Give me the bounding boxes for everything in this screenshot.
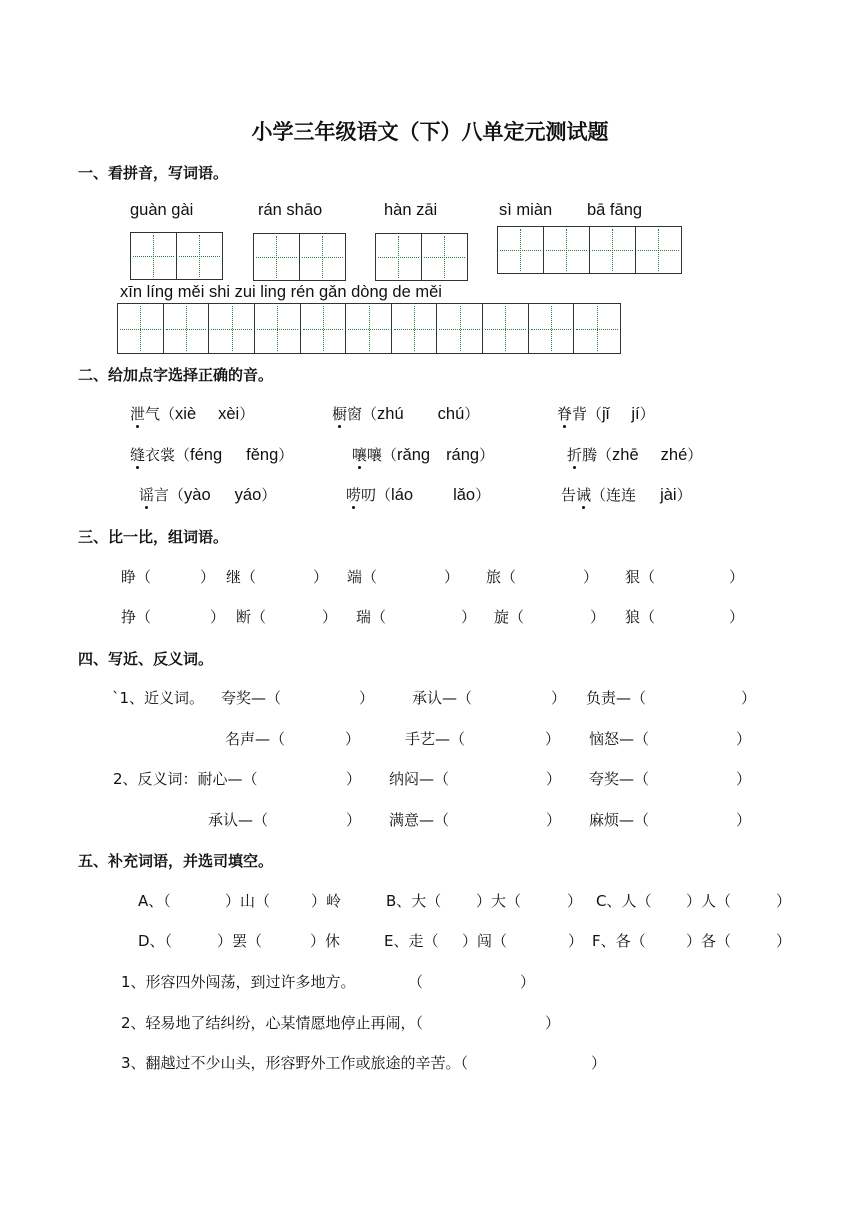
word-blank[interactable]: ） [346, 811, 362, 829]
word-blank[interactable]: ） [568, 932, 584, 950]
idiom-prompt: ）人（ [686, 892, 732, 910]
writing-grid[interactable] [589, 226, 682, 274]
section-1-heading: 一、看拼音，写词语。 [78, 164, 229, 182]
word-prompt: 旋（ [494, 608, 525, 626]
word-blank[interactable]: ） [461, 608, 477, 626]
word-prompt: 满意—（ [389, 811, 450, 829]
word-blank[interactable]: ） [741, 689, 757, 707]
word-prompt: 夸奖—（ [589, 770, 650, 788]
word-prompt: 名声—（ [225, 730, 286, 748]
answer-blank[interactable]: ） [545, 1014, 561, 1032]
pronunciation-item: 缝衣裳（féng fěng） [130, 446, 294, 464]
word-prompt: 继（ [226, 568, 257, 586]
word-prompt: 瑞（ [356, 608, 387, 626]
answer-blank[interactable]: ） [520, 973, 536, 991]
writing-grid[interactable] [375, 233, 468, 281]
word-blank[interactable]: ） [736, 811, 752, 829]
pronunciation-item: 橱窗（zhú chú） [332, 405, 480, 423]
word-blank[interactable]: ） [210, 608, 226, 626]
word-prompt: 承认—（ [412, 689, 473, 707]
pronunciation-item: 泄气（xiè xèi） [130, 405, 255, 423]
pronunciation-item: 脊背（jǐ jí） [557, 405, 655, 423]
word-prompt: 恼怒—（ [589, 730, 650, 748]
word-blank[interactable]: ） [729, 568, 745, 586]
word-blank[interactable]: ） [444, 568, 460, 586]
synonym-label: `1、近义词。 [112, 689, 205, 707]
word-prompt: 承认—（ [208, 811, 269, 829]
word-prompt: 夸奖—（ [221, 689, 282, 707]
word-blank[interactable]: ） [567, 892, 583, 910]
writing-grid[interactable] [497, 226, 590, 274]
pinyin-label: bā fāng [587, 201, 643, 219]
word-prompt: 麻烦—（ [589, 811, 650, 829]
idiom-prompt: B、大（ [386, 892, 442, 910]
word-blank[interactable]: ） [590, 608, 606, 626]
pronunciation-item: 折腾（zhē zhé） [567, 446, 703, 464]
word-blank[interactable]: ） [583, 568, 599, 586]
word-prompt: 纳闷—（ [389, 770, 450, 788]
idiom-prompt: F、各（ [592, 932, 646, 950]
section-3-heading: 三、比一比，组词语。 [78, 528, 229, 546]
answer-blank[interactable]: ） [591, 1054, 607, 1072]
question-2: 2、轻易地了结纠纷，心某情愿地停止再闹，（ [121, 1014, 424, 1032]
word-blank[interactable]: ） [736, 730, 752, 748]
question-1: 1、形容四外闯荡，到过许多地方。 [121, 973, 356, 991]
answer-blank[interactable]: （ [408, 973, 424, 991]
idiom-prompt: ）山（ [225, 892, 271, 910]
idiom-prompt: ）罢（ [217, 932, 263, 950]
word-blank[interactable]: ） [345, 730, 361, 748]
question-3: 3、翻越过不少山头，形容野外工作或旅途的辛苦。（ [121, 1054, 469, 1072]
writing-grid[interactable] [130, 232, 223, 280]
page-title: 小学三年级语文（下）八单定元测试题 [251, 120, 609, 144]
pronunciation-item: 嚷嚷（rǎng ráng） [352, 446, 495, 464]
word-blank[interactable]: ） [322, 608, 338, 626]
idiom-prompt: C、人（ [596, 892, 652, 910]
word-blank[interactable]: ） [359, 689, 375, 707]
pinyin-label: guàn gài [130, 201, 194, 219]
word-prompt: 负责—（ [586, 689, 647, 707]
idiom-prompt: D、（ [138, 932, 173, 950]
word-prompt: 手艺—（ [405, 730, 466, 748]
idiom-prompt: ）休 [310, 932, 341, 950]
word-prompt: 睁（ [121, 568, 152, 586]
pronunciation-item: 谣言（yào yáo） [139, 486, 277, 504]
word-prompt: 挣（ [121, 608, 152, 626]
section-5-heading: 五、补充词语，并选司填空。 [78, 852, 274, 870]
antonym-label: 2、反义词：耐心—（ [113, 770, 258, 788]
section-4-heading: 四、写近、反义词。 [78, 650, 214, 668]
word-blank[interactable]: ） [551, 689, 567, 707]
word-blank[interactable]: ） [200, 568, 216, 586]
word-blank[interactable]: ） [546, 811, 562, 829]
idiom-prompt: E、走（ [384, 932, 439, 950]
pinyin-label: hàn zāi [384, 201, 438, 219]
section-2-heading: 二、给加点字选择正确的音。 [78, 366, 274, 384]
word-blank[interactable]: ） [736, 770, 752, 788]
pinyin-label: xīn líng měi shi zui ling rén gǎn dòng de měi [120, 283, 442, 301]
word-prompt: 狠（ [625, 568, 656, 586]
word-prompt: 狼（ [625, 608, 656, 626]
idiom-prompt: ）岭 [311, 892, 342, 910]
word-blank[interactable]: ） [776, 932, 792, 950]
idiom-prompt: ）大（ [476, 892, 522, 910]
word-blank[interactable]: ） [729, 608, 745, 626]
word-blank[interactable]: ） [346, 770, 362, 788]
word-prompt: 端（ [347, 568, 378, 586]
pinyin-label: rán shāo [258, 201, 323, 219]
pronunciation-item: 唠叨（láo lǎo） [346, 486, 491, 504]
word-blank[interactable]: ） [313, 568, 329, 586]
word-blank[interactable]: ） [776, 892, 792, 910]
writing-grid-long[interactable] [117, 303, 621, 354]
pinyin-label: sì miàn [499, 201, 553, 219]
writing-grid[interactable] [253, 233, 346, 281]
pronunciation-item: 告诫（连连 jài） [561, 486, 692, 504]
word-prompt: 断（ [236, 608, 267, 626]
word-prompt: 旅（ [486, 568, 517, 586]
idiom-prompt: ）闯（ [462, 932, 508, 950]
idiom-prompt: ）各（ [686, 932, 732, 950]
word-blank[interactable]: ） [546, 770, 562, 788]
word-blank[interactable]: ） [545, 730, 561, 748]
idiom-prompt: A、（ [138, 892, 171, 910]
